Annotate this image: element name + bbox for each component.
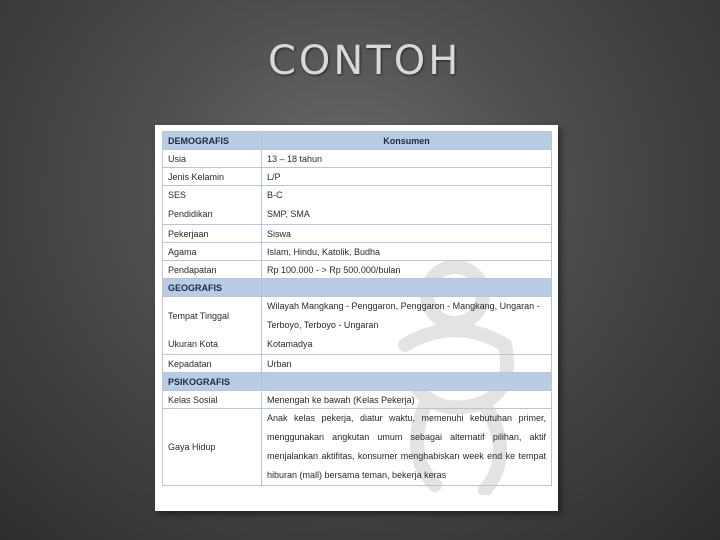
table-row (163, 261, 552, 279)
section-spacer (262, 279, 552, 297)
row-label: Ukuran Kota (168, 339, 219, 349)
table-row (163, 297, 552, 355)
row-label: Pendapatan (163, 261, 262, 279)
table-image-card (155, 125, 558, 511)
row-value: B-C (267, 190, 283, 200)
row-value: 13 – 18 tahun (262, 150, 552, 168)
row-value: Kotamadya (267, 339, 313, 349)
table-header-row (163, 132, 552, 150)
row-label: Kepadatan (163, 355, 262, 373)
row-value: Anak kelas pekerja, diatur waktu, memenuhi kebutuhan primer, (267, 413, 546, 423)
header-value: Konsumen (262, 132, 552, 150)
table-row (163, 409, 552, 486)
row-label: Pekerjaan (163, 225, 262, 243)
header-label: DEMOGRAFIS (163, 132, 262, 150)
row-label: Gaya Hidup (163, 409, 262, 486)
row-label: SES (168, 190, 187, 200)
row-value: Terboyo, Terboyo - Ungaran (267, 320, 379, 330)
row-value: Wilayah Mangkang - Penggaron, Penggaron - Mangkang, Ungaran - (267, 301, 540, 311)
row-value: menggunakan angkutan umum sebagai alternatif pilihan, aktif (267, 432, 546, 442)
section-row-geografis (163, 279, 552, 297)
row-label: Pendidikan (168, 209, 213, 219)
row-value: Menengah ke bawah (Kelas Pekerja) (262, 391, 552, 409)
row-value: menjalankan aktifitas, konsumer menghabiskan week end ke tempat (267, 451, 546, 461)
table-row (163, 243, 552, 261)
table-row (163, 168, 552, 186)
row-value: SMP, SMA (267, 209, 310, 219)
slide-title: CONTOH (268, 38, 462, 84)
demographic-table (162, 131, 552, 486)
row-value-pair (262, 186, 552, 225)
row-value: Rp 100.000 - > Rp 500.000/bulan (262, 261, 552, 279)
table-row (163, 391, 552, 409)
table-row (163, 355, 552, 373)
table-row (163, 186, 552, 225)
row-value: Siswa (262, 225, 552, 243)
row-value: Islam, Hindu, Katolik, Budha (262, 243, 552, 261)
row-label-pair (163, 297, 262, 355)
row-label: Jenis Kelamin (163, 168, 262, 186)
row-value: L/P (262, 168, 552, 186)
row-label: Tempat Tinggal (168, 311, 230, 321)
row-label: Agama (163, 243, 262, 261)
row-value: Urban (262, 355, 552, 373)
section-spacer (262, 373, 552, 391)
row-value-stack (262, 297, 552, 355)
row-value: hiburan (mall) bersama teman, bekerja keras (267, 470, 447, 480)
table-row (163, 150, 552, 168)
section-label: GEOGRAFIS (163, 279, 262, 297)
section-label: PSIKOGRAFIS (163, 373, 262, 391)
row-label-pair (163, 186, 262, 225)
section-row-psikografis (163, 373, 552, 391)
table-row (163, 225, 552, 243)
row-label: Usia (163, 150, 262, 168)
row-value-stack (262, 409, 552, 486)
row-label: Kelas Sosial (163, 391, 262, 409)
